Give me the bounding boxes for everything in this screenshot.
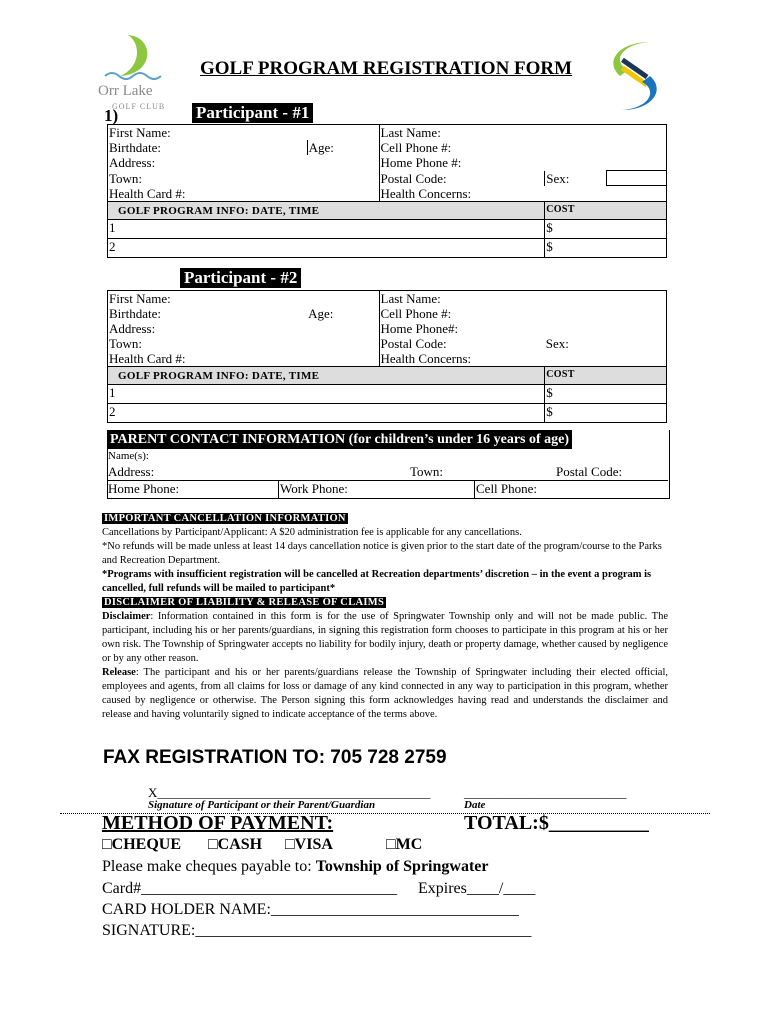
parent-work-phone[interactable]: Work Phone: xyxy=(280,481,348,496)
cash-option[interactable]: □CASH xyxy=(208,836,263,853)
p1-age[interactable]: Age: xyxy=(308,140,334,155)
p2-health-concerns[interactable]: Health Concerns: xyxy=(379,351,667,367)
card-number-field[interactable]: Card#________________________________ xyxy=(102,880,398,897)
participant-number: 1) xyxy=(104,106,119,125)
date-caption: Date xyxy=(464,799,486,811)
p2-birthdate[interactable]: Birthdate: xyxy=(108,306,308,321)
release-label: Release xyxy=(102,667,136,678)
mc-option[interactable]: □MC xyxy=(386,836,423,853)
p2-row-2-cost[interactable]: $ xyxy=(545,404,667,423)
visa-option[interactable]: □VISA xyxy=(285,836,333,853)
parent-cell-phone[interactable]: Cell Phone: xyxy=(476,481,538,496)
p2-cell[interactable]: Cell Phone #: xyxy=(379,306,667,321)
springwater-swirl-icon xyxy=(610,40,660,112)
p1-row-2[interactable]: 2 xyxy=(108,239,545,258)
p1-town[interactable]: Town: xyxy=(108,171,380,186)
p2-row-1-cost[interactable]: $ xyxy=(545,385,667,404)
p2-sex[interactable]: Sex: xyxy=(545,336,667,351)
cancellation-insufficient: *Programs with insufficient registration will be cancelled at Recreation departments’ discretion – in the event a program is cancelled, full refunds will be mailed to participant* xyxy=(102,569,652,594)
p2-cost-header: COST xyxy=(545,367,667,385)
participant1-table xyxy=(107,124,667,258)
payable-to: Township of Springwater xyxy=(315,858,489,875)
fax-registration: FAX REGISTRATION TO: 705 728 2759 xyxy=(103,747,447,768)
p1-sex-box[interactable] xyxy=(607,171,667,186)
cancellation-fee: Cancellations by Participant/Applicant: A $20 administration fee is applicable for any cancellations. xyxy=(102,527,522,538)
participant2-heading: Participant - #2 xyxy=(180,268,301,288)
payable-prefix: Please make cheques payable to: xyxy=(102,858,316,875)
expires-field[interactable]: Expires____/____ xyxy=(418,880,536,897)
p1-program-info: GOLF PROGRAM INFO: DATE, TIME xyxy=(108,202,545,220)
p1-health-card[interactable]: Health Card #: xyxy=(108,186,380,202)
payment-heading: METHOD OF PAYMENT: xyxy=(102,812,334,834)
p2-first-name[interactable]: First Name: xyxy=(108,291,380,307)
logo-sub-text: GOLF CLUB xyxy=(112,102,166,111)
parent-home-phone[interactable]: Home Phone: xyxy=(108,481,180,496)
signature-line[interactable]: X__________________________________________ xyxy=(148,785,431,800)
p2-age[interactable]: Age: xyxy=(308,306,334,321)
p1-row-1[interactable]: 1 xyxy=(108,220,545,239)
cancellation-section xyxy=(102,512,668,722)
total-field[interactable]: TOTAL:$__________ xyxy=(464,812,649,834)
p2-postal[interactable]: Postal Code: xyxy=(379,336,545,351)
participant2-table xyxy=(107,290,667,423)
parent-col-divider-2 xyxy=(474,480,475,498)
cancellation-refund: *No refunds will be made unless at least 14 days cancellation notice is given prior to the start date of the program/course to the Parks and Recreation Department. xyxy=(102,541,662,566)
p2-row-2[interactable]: 2 xyxy=(108,404,545,423)
p1-cell[interactable]: Cell Phone #: xyxy=(379,140,666,155)
p2-last-name[interactable]: Last Name: xyxy=(379,291,667,307)
lake-swoosh-icon xyxy=(100,32,170,82)
p2-health-card[interactable]: Health Card #: xyxy=(108,351,380,367)
p2-home-phone[interactable]: Home Phone#: xyxy=(379,321,667,336)
disclaimer-label: Disclaimer xyxy=(102,611,151,622)
card-signature-field[interactable]: SIGNATURE:__________________________________________ xyxy=(102,922,532,939)
p1-birthdate[interactable]: Birthdate: xyxy=(108,140,308,155)
p1-health-concerns[interactable]: Health Concerns: xyxy=(379,186,666,202)
p1-first-name[interactable]: First Name: xyxy=(108,125,380,141)
parent-town[interactable]: Town: xyxy=(410,464,444,479)
p1-cost-header: COST xyxy=(545,202,667,220)
springwater-logo xyxy=(610,40,660,112)
disclaimer-paragraph xyxy=(102,610,668,666)
logo-brand-text: Orr Lake xyxy=(98,83,153,99)
parent-divider xyxy=(107,480,668,481)
date-line[interactable]: _________________________ xyxy=(464,785,627,800)
participant1-heading: Participant - #1 xyxy=(192,103,313,123)
parent-address[interactable]: Address: xyxy=(108,464,155,479)
disclaimer-heading: DISCLAIMER OF LIABILITY & RELEASE OF CLAIMS xyxy=(104,597,385,608)
card-holder-field[interactable]: CARD HOLDER NAME:_______________________________ xyxy=(102,901,519,918)
p1-last-name[interactable]: Last Name: xyxy=(379,125,666,141)
p1-sex[interactable]: Sex: xyxy=(545,171,607,186)
signature-caption: Signature of Participant or their Parent/Guardian xyxy=(148,799,376,811)
cheque-option[interactable]: □CHEQUE xyxy=(102,836,182,853)
p1-row-1-cost[interactable]: $ xyxy=(545,220,667,239)
p1-postal[interactable]: Postal Code: xyxy=(379,171,545,186)
p2-program-info: GOLF PROGRAM INFO: DATE, TIME xyxy=(108,367,545,385)
disclaimer-text: : Information contained in this form is for the use of Springwater Township only and will not be made public. The participant, including his or her parents/guardians, in signing this registration form chooses to participate in this program at his or her own risk. The Township of Springwater accepts no liability for bodily injury, death or property damage, whether caused by negligence or by any other reason. xyxy=(102,611,668,664)
release-paragraph xyxy=(102,666,668,722)
release-text: : The participant and his or her parents/guardians release the Township of Springwater including their elected official, employees and agents, from all claims for loss or damage of any kind connected in any way to participation in this program, whether caused by negligence or otherwise. The Person signing this form acknowledges having read and understands the disclaimer and release and having voluntarily signed to indicate acceptance of the terms above. xyxy=(102,667,668,720)
parent-contact-heading: PARENT CONTACT INFORMATION (for children’s under 16 years of age) xyxy=(107,430,572,449)
parent-col-divider-1 xyxy=(278,480,279,498)
form-title: GOLF PROGRAM REGISTRATION FORM xyxy=(200,58,573,79)
cancellation-heading: IMPORTANT CANCELLATION INFORMATION xyxy=(104,513,346,524)
p1-address[interactable]: Address: xyxy=(108,155,380,171)
p1-home-phone[interactable]: Home Phone #: xyxy=(379,155,666,171)
orr-lake-logo xyxy=(100,32,175,112)
p2-town[interactable]: Town: xyxy=(108,336,380,351)
parent-names[interactable]: Name(s): xyxy=(108,450,149,462)
cheque-payable xyxy=(102,858,488,876)
p2-row-1[interactable]: 1 xyxy=(108,385,545,404)
parent-postal[interactable]: Postal Code: xyxy=(556,464,623,479)
p2-address[interactable]: Address: xyxy=(108,321,380,336)
p1-row-2-cost[interactable]: $ xyxy=(545,239,667,258)
